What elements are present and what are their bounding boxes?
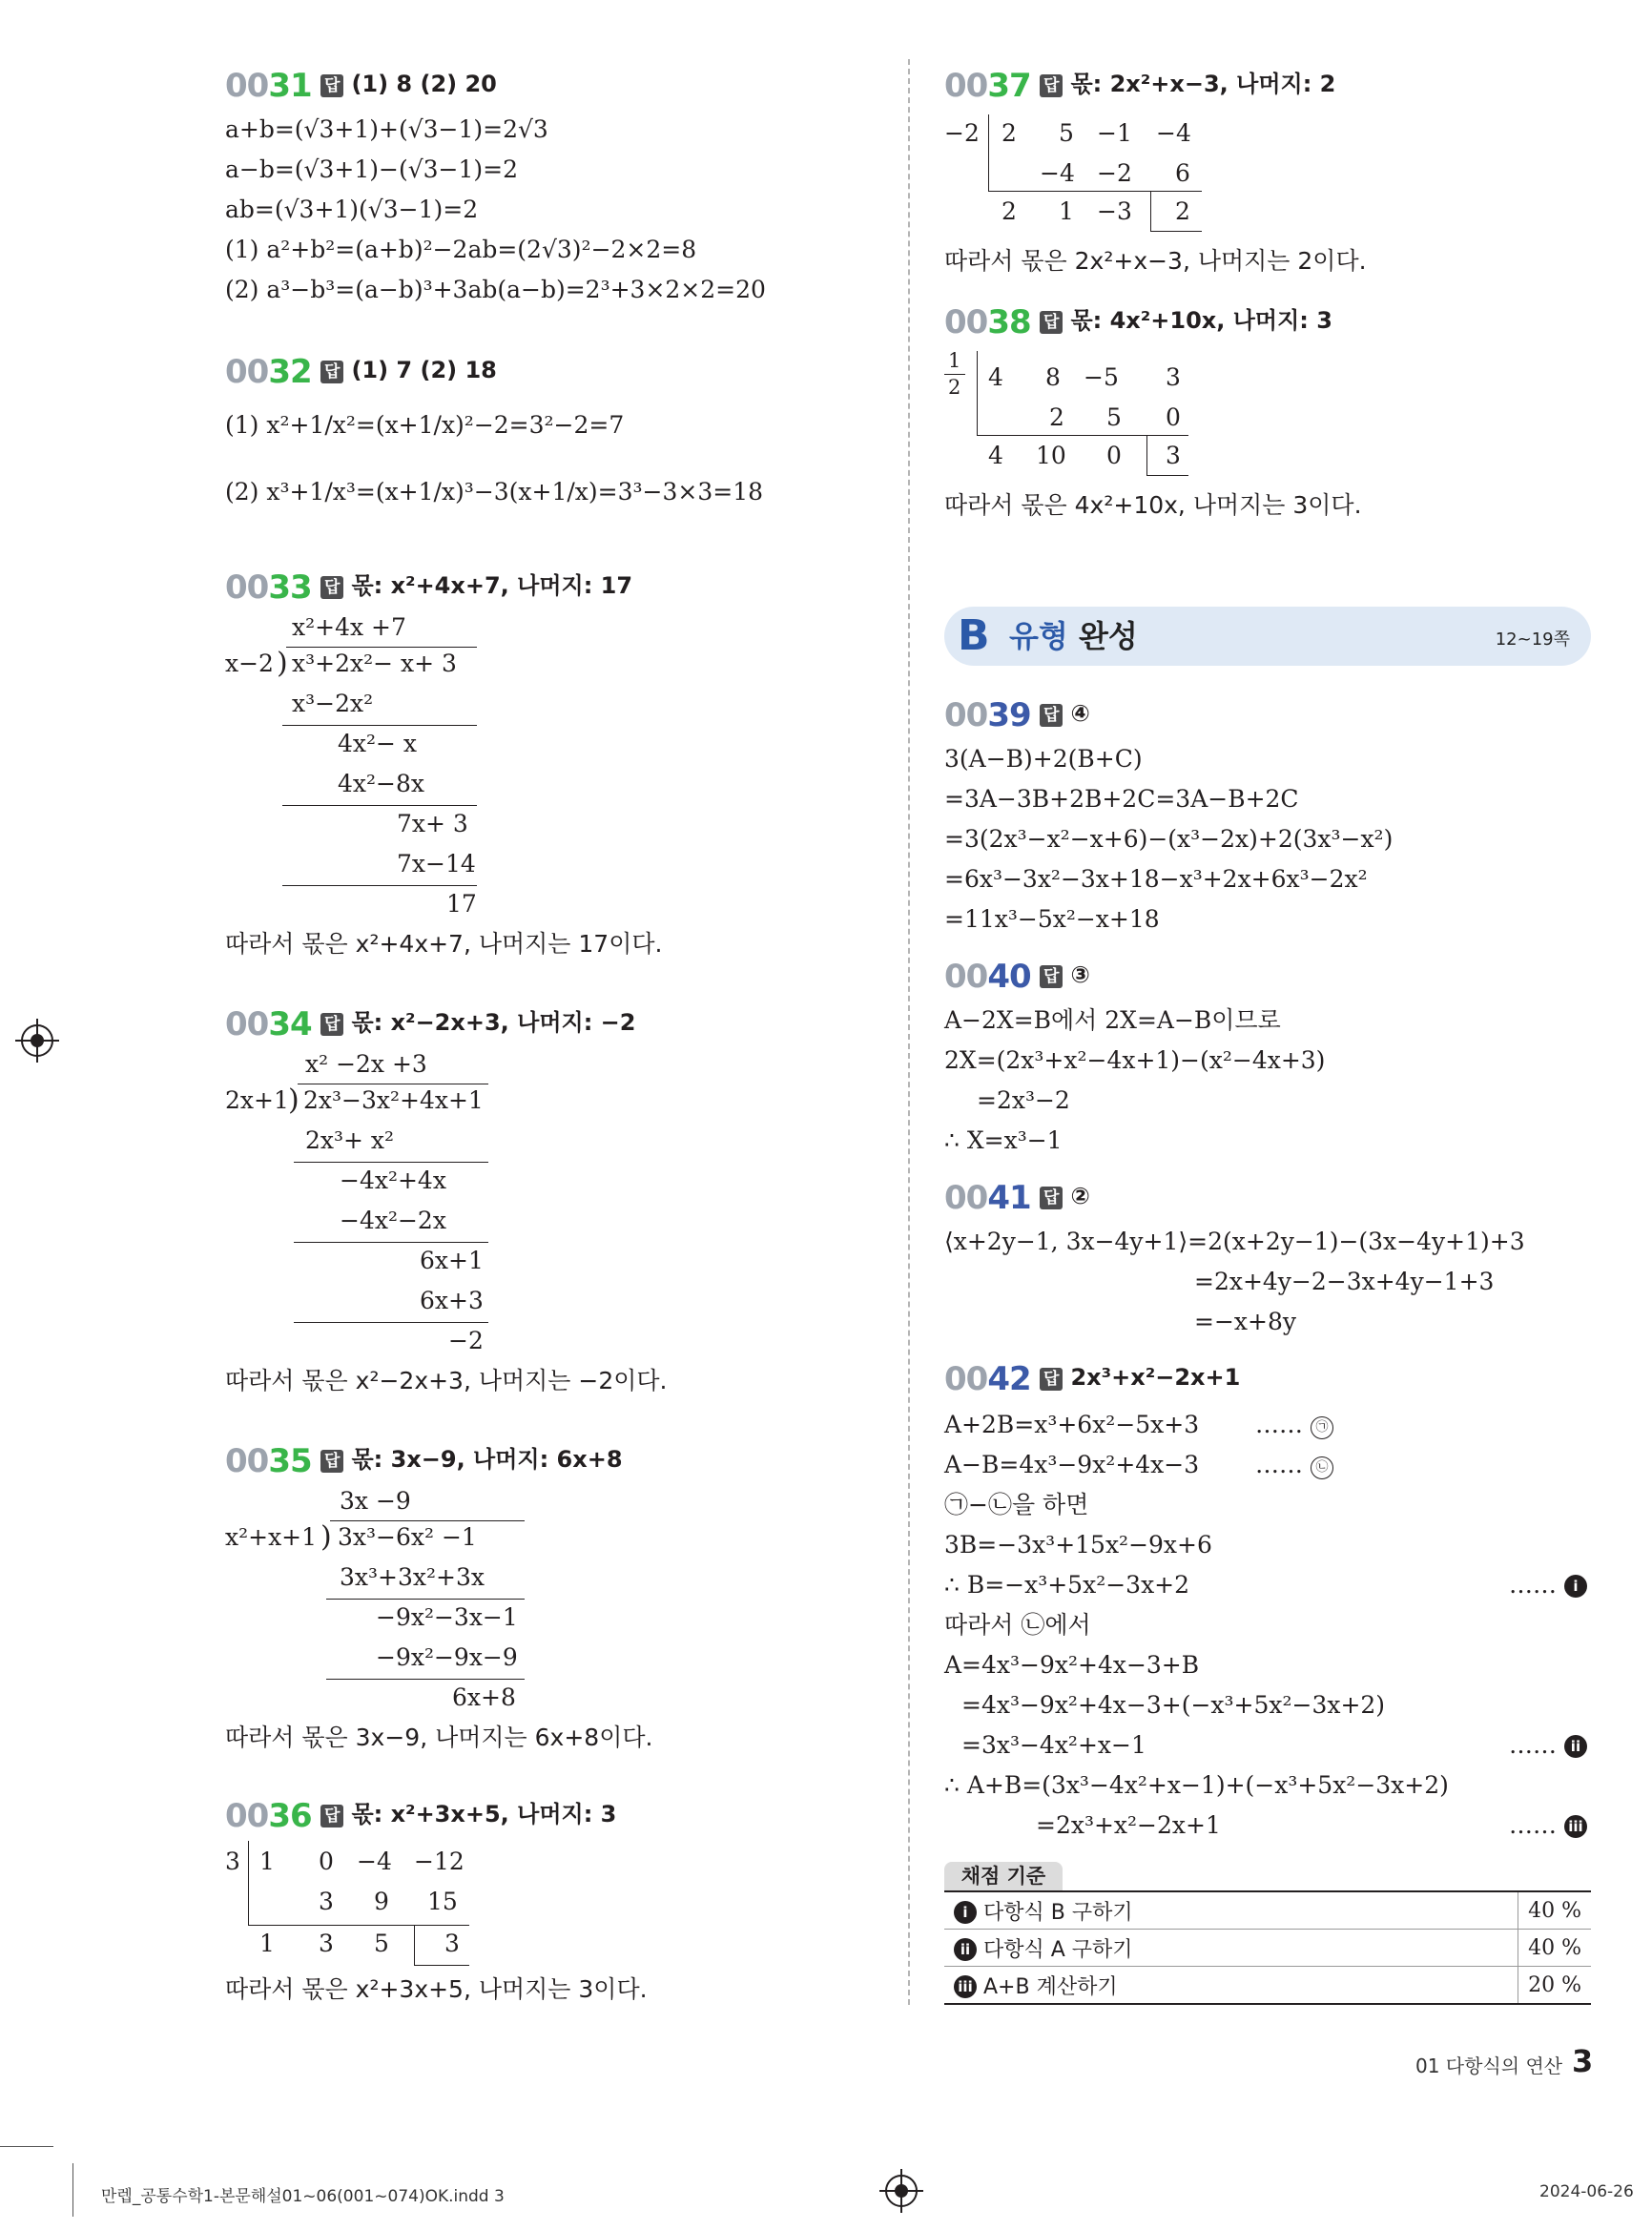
problem-number-0036: 0036	[225, 1797, 312, 1835]
synthetic-cell: 6	[1175, 159, 1190, 187]
long-division-step: −4x²+4x	[340, 1167, 446, 1194]
column-divider	[908, 59, 910, 2005]
long-division-step: −9x²−3x−1	[376, 1603, 518, 1631]
synthetic-cell: −1	[1097, 119, 1132, 147]
long-division-step: 7x+ 3	[397, 810, 468, 837]
page-number: 3	[1572, 2043, 1594, 2079]
problem-number-0038: 0038	[944, 303, 1031, 341]
conclusion-text: 따라서 몫은 2x²+x−3, 나머지는 2이다.	[944, 247, 1367, 275]
synthetic-cell: 4	[988, 363, 1003, 391]
rubric-row	[944, 1930, 1591, 1967]
remainder-box-line	[414, 1965, 469, 1966]
synthetic-cell: 3	[319, 1930, 334, 1957]
long-division-step: 2x³+ x²	[305, 1126, 395, 1154]
solution-line: =2x+4y−2−3x+4y−1+3	[1194, 1268, 1495, 1295]
remainder-box-line	[414, 1925, 415, 1965]
conclusion-text: 따라서 몫은 x²+3x+5, 나머지는 3이다.	[225, 1975, 648, 2003]
synthetic-cell: 3	[319, 1888, 334, 1915]
synthetic-root: 3	[225, 1848, 240, 1875]
rubric-row	[944, 1891, 1591, 1930]
solution-line: A−2X=B에서 2X=A−B이므로	[944, 1006, 1281, 1034]
solution-line: (1) a²+b²=(a+b)²−2ab=(2√3)²−2×2=8	[225, 236, 697, 263]
solution-line: =2x³−2	[977, 1086, 1070, 1114]
long-division-quotient: x² −2x +3	[305, 1050, 427, 1078]
answer-0034: 답 몫: x²−2x+3, 나머지: −2	[311, 1007, 635, 1042]
answer-0036: 답 몫: x²+3x+5, 나머지: 3	[311, 1799, 616, 1833]
conclusion-text: 따라서 몫은 4x²+10x, 나머지는 3이다.	[944, 491, 1362, 519]
division-rule	[294, 1242, 488, 1243]
division-rule	[282, 805, 477, 806]
section-title: 유형 완성	[1009, 618, 1138, 654]
problem-number-0031: 0031	[225, 67, 312, 105]
long-division-step: 3x³+3x²+3x	[340, 1563, 485, 1591]
registration-mark-icon	[885, 2175, 918, 2207]
solution-line: =6x³−3x²−3x+18−x³+2x+6x³−2x²	[944, 865, 1368, 893]
remainder-box-line	[1150, 191, 1151, 231]
rubric-criterion: i 다항식 B 구하기	[944, 1891, 1518, 1930]
long-division-dividend: x³+2x²− x+ 3	[292, 650, 457, 677]
long-division-remainder: 17	[446, 890, 477, 918]
long-division-step: 7x−14	[397, 850, 476, 878]
solution-line: 3(A−B)+2(B+C)	[944, 745, 1143, 773]
answer-0041: 답 ②	[1030, 1181, 1090, 1215]
problem-number-0034: 0034	[225, 1005, 312, 1043]
solution-line: (2) a³−b³=(a−b)³+3ab(a−b)=2³+3×2×2=20	[225, 276, 766, 303]
long-division-quotient: 3x −9	[340, 1487, 411, 1515]
section-pages: 12~19쪽	[1495, 630, 1570, 650]
section-letter: B	[958, 611, 990, 660]
problem-number-0040: 0040	[944, 958, 1031, 996]
division-bracket: )	[320, 1520, 332, 1554]
crop-mark	[72, 2163, 73, 2217]
rubric-percent: 40 %	[1518, 1930, 1592, 1967]
synthetic-cell: −2	[1097, 159, 1132, 187]
solution-line: A=4x³−9x²+4x−3+B	[944, 1651, 1200, 1679]
long-division-quotient: x²+4x +7	[292, 613, 406, 641]
conclusion-text: 따라서 몫은 x²−2x+3, 나머지는 −2이다.	[225, 1367, 668, 1394]
solution-line: 2X=(2x³+x²−4x+1)−(x²−4x+3)	[944, 1046, 1326, 1074]
problem-number-0032: 0032	[225, 353, 312, 391]
synthetic-cell: 5	[374, 1930, 389, 1957]
registration-mark-icon	[21, 1024, 53, 1057]
solution-line: 따라서 ㉡에서	[944, 1611, 1091, 1639]
solution-line: ⟨x+2y−1, 3x−4y+1⟩=2(x+2y−1)−(3x−4y+1)+3	[944, 1228, 1525, 1255]
long-division-divisor: x²+x+1	[225, 1523, 318, 1551]
synthetic-cell: 10	[1036, 442, 1066, 469]
division-rule	[326, 1679, 525, 1680]
rubric-label: 채점 기준	[944, 1862, 1063, 1890]
solution-line: A+2B=x³+6x²−5x+3	[944, 1411, 1200, 1438]
long-division-dividend: 3x³−6x² −1	[338, 1523, 477, 1551]
step-mark-i: …… i	[1509, 1570, 1587, 1600]
solution-line: =−x+8y	[1194, 1308, 1296, 1335]
synthetic-cell: −3	[1097, 197, 1132, 225]
synthetic-cell: 1	[259, 1930, 275, 1957]
solution-line: 3B=−3x³+15x²−9x+6	[944, 1531, 1212, 1559]
problem-number-0035: 0035	[225, 1442, 312, 1480]
synthetic-cell: 1	[1059, 197, 1074, 225]
answer-0039: 답 ④	[1030, 698, 1090, 733]
synthetic-remainder: 3	[444, 1930, 460, 1957]
solution-line: ab=(√3+1)(√3−1)=2	[225, 196, 479, 223]
synthetic-hline	[248, 1925, 469, 1926]
rubric-table	[944, 1890, 1591, 2005]
rubric-percent: 20 %	[1518, 1967, 1592, 2005]
solution-line: ㉠−㉡을 하면	[944, 1491, 1089, 1518]
division-bar	[330, 1520, 525, 1521]
answer-0035: 답 몫: 3x−9, 나머지: 6x+8	[311, 1444, 623, 1478]
print-date: 2024-06-26	[1539, 2182, 1634, 2201]
solution-line: =4x³−9x²+4x−3+(−x³+5x²−3x+2)	[961, 1691, 1386, 1719]
rubric-row	[944, 1967, 1591, 2005]
answer-0042: 답 2x³+x²−2x+1	[1030, 1362, 1240, 1396]
synthetic-cell: 1	[259, 1848, 275, 1875]
synthetic-remainder: 2	[1175, 197, 1190, 225]
answer-0033: 답 몫: x²+4x+7, 나머지: 17	[311, 570, 632, 605]
synthetic-cell: −4	[357, 1848, 392, 1875]
division-bar	[286, 647, 477, 648]
solution-line: =3A−3B+2B+2C=3A−B+2C	[944, 785, 1299, 813]
remainder-box-line	[1150, 231, 1202, 232]
answer-0038: 답 몫: 4x²+10x, 나머지: 3	[1030, 305, 1332, 340]
synthetic-cell: 5	[1106, 403, 1122, 431]
long-division-step: −9x²−9x−9	[376, 1643, 518, 1671]
rubric-criterion: ii 다항식 A 구하기	[944, 1930, 1518, 1967]
equation-label-1: …… ㉠	[1255, 1410, 1333, 1440]
long-division-dividend: 2x³−3x²+4x+1	[303, 1086, 484, 1114]
answer-0037: 답 몫: 2x²+x−3, 나머지: 2	[1030, 69, 1335, 103]
solution-line: ∴ B=−x³+5x²−3x+2	[944, 1571, 1190, 1599]
synthetic-cell: 8	[1045, 363, 1061, 391]
long-division-step: 6x+3	[420, 1287, 484, 1314]
problem-number-0041: 0041	[944, 1179, 1031, 1217]
long-division-divisor: x−2	[225, 650, 274, 677]
synthetic-root-denominator: 2	[948, 376, 961, 399]
synthetic-cell: 2	[1002, 119, 1017, 147]
synthetic-cell: −12	[414, 1848, 465, 1875]
problem-number-0037: 0037	[944, 67, 1031, 105]
solution-line: a+b=(√3+1)+(√3−1)=2√3	[225, 115, 548, 143]
solution-line: =2x³+x²−2x+1	[1036, 1811, 1221, 1839]
division-bracket: )	[277, 647, 288, 680]
step-mark-ii: …… ii	[1509, 1730, 1587, 1761]
solution-line: a−b=(√3+1)−(√3−1)=2	[225, 155, 518, 183]
solution-line: =3(2x³−x²−x+6)−(x³−2x)+2(3x³−x²)	[944, 825, 1394, 853]
answer-0040: 답 ③	[1030, 960, 1090, 994]
division-rule	[282, 885, 477, 886]
solution-line: A−B=4x³−9x²+4x−3	[944, 1451, 1200, 1478]
synthetic-hline	[988, 191, 1202, 192]
long-division-step: 4x²− x	[338, 730, 418, 757]
synthetic-cell: 2	[1049, 403, 1064, 431]
long-division-step: −4x²−2x	[340, 1207, 446, 1234]
problem-number-0042: 0042	[944, 1360, 1031, 1398]
division-bracket: )	[288, 1084, 299, 1117]
file-name: 만렙_공통수학1-본문해설01~06(001~074)OK.indd 3	[101, 2187, 505, 2206]
crop-mark	[0, 2146, 53, 2147]
synthetic-cell: 5	[1059, 119, 1074, 147]
synthetic-root-numerator: 1	[948, 349, 961, 372]
long-division-step: 6x+1	[420, 1247, 484, 1274]
division-rule	[294, 1322, 488, 1323]
synthetic-cell: 0	[319, 1848, 334, 1875]
solution-line: =11x³−5x²−x+18	[944, 905, 1160, 933]
division-rule	[326, 1599, 525, 1600]
division-rule	[294, 1162, 488, 1163]
solution-line: ∴ A+B=(3x³−4x²+x−1)+(−x³+5x²−3x+2)	[944, 1771, 1449, 1799]
synthetic-cell: −4	[1156, 119, 1191, 147]
answer-0031: 답 (1) 8 (2) 20	[311, 69, 497, 103]
synthetic-cell: 9	[374, 1888, 389, 1915]
synthetic-cell: −5	[1084, 363, 1119, 391]
synthetic-cell: 2	[1002, 197, 1017, 225]
rubric-percent: 40 %	[1518, 1891, 1592, 1930]
answer-0032: 답 (1) 7 (2) 18	[311, 355, 497, 389]
fraction-bar	[944, 374, 965, 375]
section-banner	[944, 607, 1591, 666]
synthetic-cell: 15	[427, 1888, 458, 1915]
solution-line: =3x³−4x²+x−1	[961, 1731, 1146, 1759]
division-rule	[282, 725, 477, 726]
remainder-box-line	[1146, 475, 1188, 476]
rubric-criterion: iii A+B 계산하기	[944, 1967, 1518, 2005]
synthetic-root: −2	[944, 119, 980, 147]
synthetic-cell: 0	[1106, 442, 1122, 469]
synthetic-vline	[248, 1841, 249, 1925]
synthetic-hline	[977, 435, 1188, 436]
synthetic-vline	[988, 114, 989, 191]
equation-label-2: …… ㉡	[1255, 1450, 1333, 1480]
synthetic-cell: 0	[1166, 403, 1181, 431]
long-division-divisor: 2x+1	[225, 1086, 289, 1114]
solution-line: (1) x²+1/x²=(x+1/x)²−2=3²−2=7	[225, 411, 625, 439]
solution-line: (2) x³+1/x³=(x+1/x)³−3(x+1/x)=3³−3×3=18	[225, 478, 764, 506]
conclusion-text: 따라서 몫은 x²+4x+7, 나머지는 17이다.	[225, 930, 663, 958]
solution-line: ∴ X=x³−1	[944, 1126, 1063, 1154]
long-division-remainder: 6x+8	[452, 1683, 516, 1711]
synthetic-remainder: 3	[1166, 442, 1181, 469]
synthetic-cell: −4	[1040, 159, 1075, 187]
problem-number-0033: 0033	[225, 568, 312, 607]
long-division-step: x³−2x²	[292, 690, 374, 717]
problem-number-0039: 0039	[944, 696, 1031, 734]
long-division-remainder: −2	[448, 1327, 484, 1354]
synthetic-cell: 4	[988, 442, 1003, 469]
conclusion-text: 따라서 몫은 3x−9, 나머지는 6x+8이다.	[225, 1724, 653, 1751]
synthetic-vline	[977, 351, 978, 435]
long-division-step: 4x²−8x	[338, 770, 424, 797]
step-mark-iii: …… iii	[1509, 1810, 1587, 1841]
synthetic-cell: 3	[1166, 363, 1181, 391]
chapter-title: 01 다항식의 연산	[1415, 2054, 1563, 2077]
remainder-box-line	[1146, 435, 1147, 475]
